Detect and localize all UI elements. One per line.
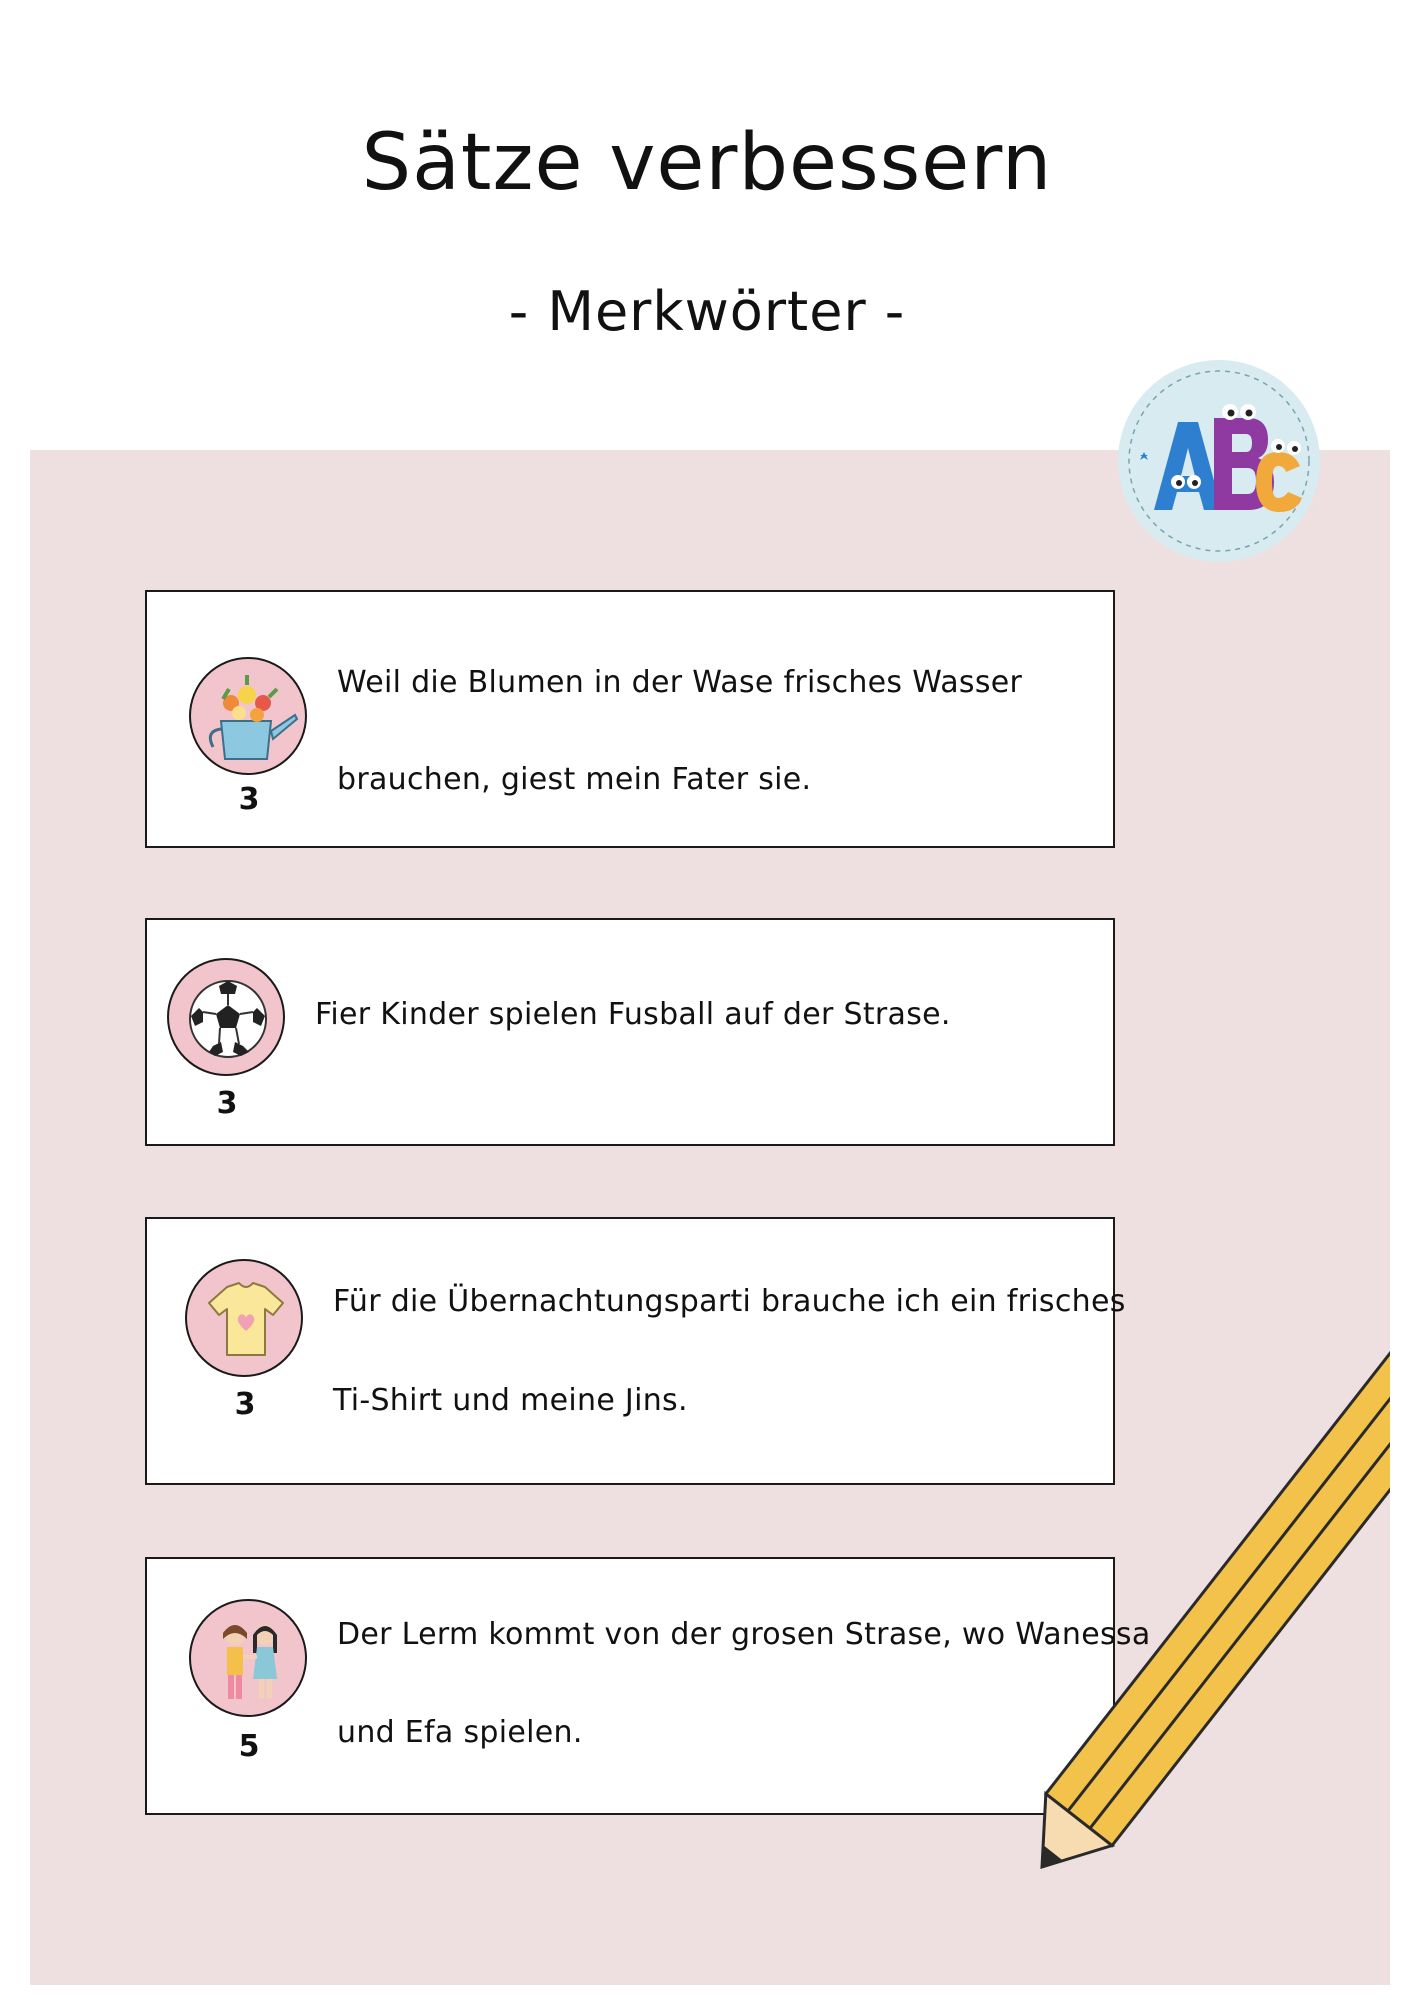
t-shirt-icon xyxy=(185,1259,303,1377)
sentence-card-2 xyxy=(145,918,1115,1146)
sentence-line: Fier Kinder spielen Fusball auf der Strase. xyxy=(315,997,951,1032)
sentence-line: brauchen, giest mein Fater sie. xyxy=(337,762,812,797)
sentence-line: Der Lerm kommt von der grosen Strase, wo Wanessa xyxy=(337,1617,1151,1652)
page-subtitle: - Merkwörter - xyxy=(508,280,906,343)
sentence-line: Für die Übernachtungsparti brauche ich ein frisches xyxy=(333,1284,1126,1319)
sentence-card-3 xyxy=(145,1217,1126,1485)
sentence-line: Weil die Blumen in der Wase frisches Wasser xyxy=(337,665,1023,700)
error-count: 3 xyxy=(238,782,260,817)
sentence-card-4 xyxy=(145,1557,1151,1815)
error-count: 5 xyxy=(238,1729,260,1764)
abc-letters-icon xyxy=(1118,360,1320,562)
sentence-card-1 xyxy=(145,590,1115,848)
pencil-icon xyxy=(1030,1255,1390,1899)
sentence-line: Ti-Shirt und meine Jins. xyxy=(333,1383,688,1418)
two-girls-icon xyxy=(189,1599,307,1717)
watering-can-flowers-icon xyxy=(189,657,307,775)
sentence-line: und Efa spielen. xyxy=(337,1715,583,1750)
page-title: Sätze verbessern xyxy=(361,118,1053,208)
error-count: 3 xyxy=(216,1086,238,1121)
soccer-ball-icon xyxy=(167,958,285,1076)
error-count: 3 xyxy=(234,1387,256,1422)
